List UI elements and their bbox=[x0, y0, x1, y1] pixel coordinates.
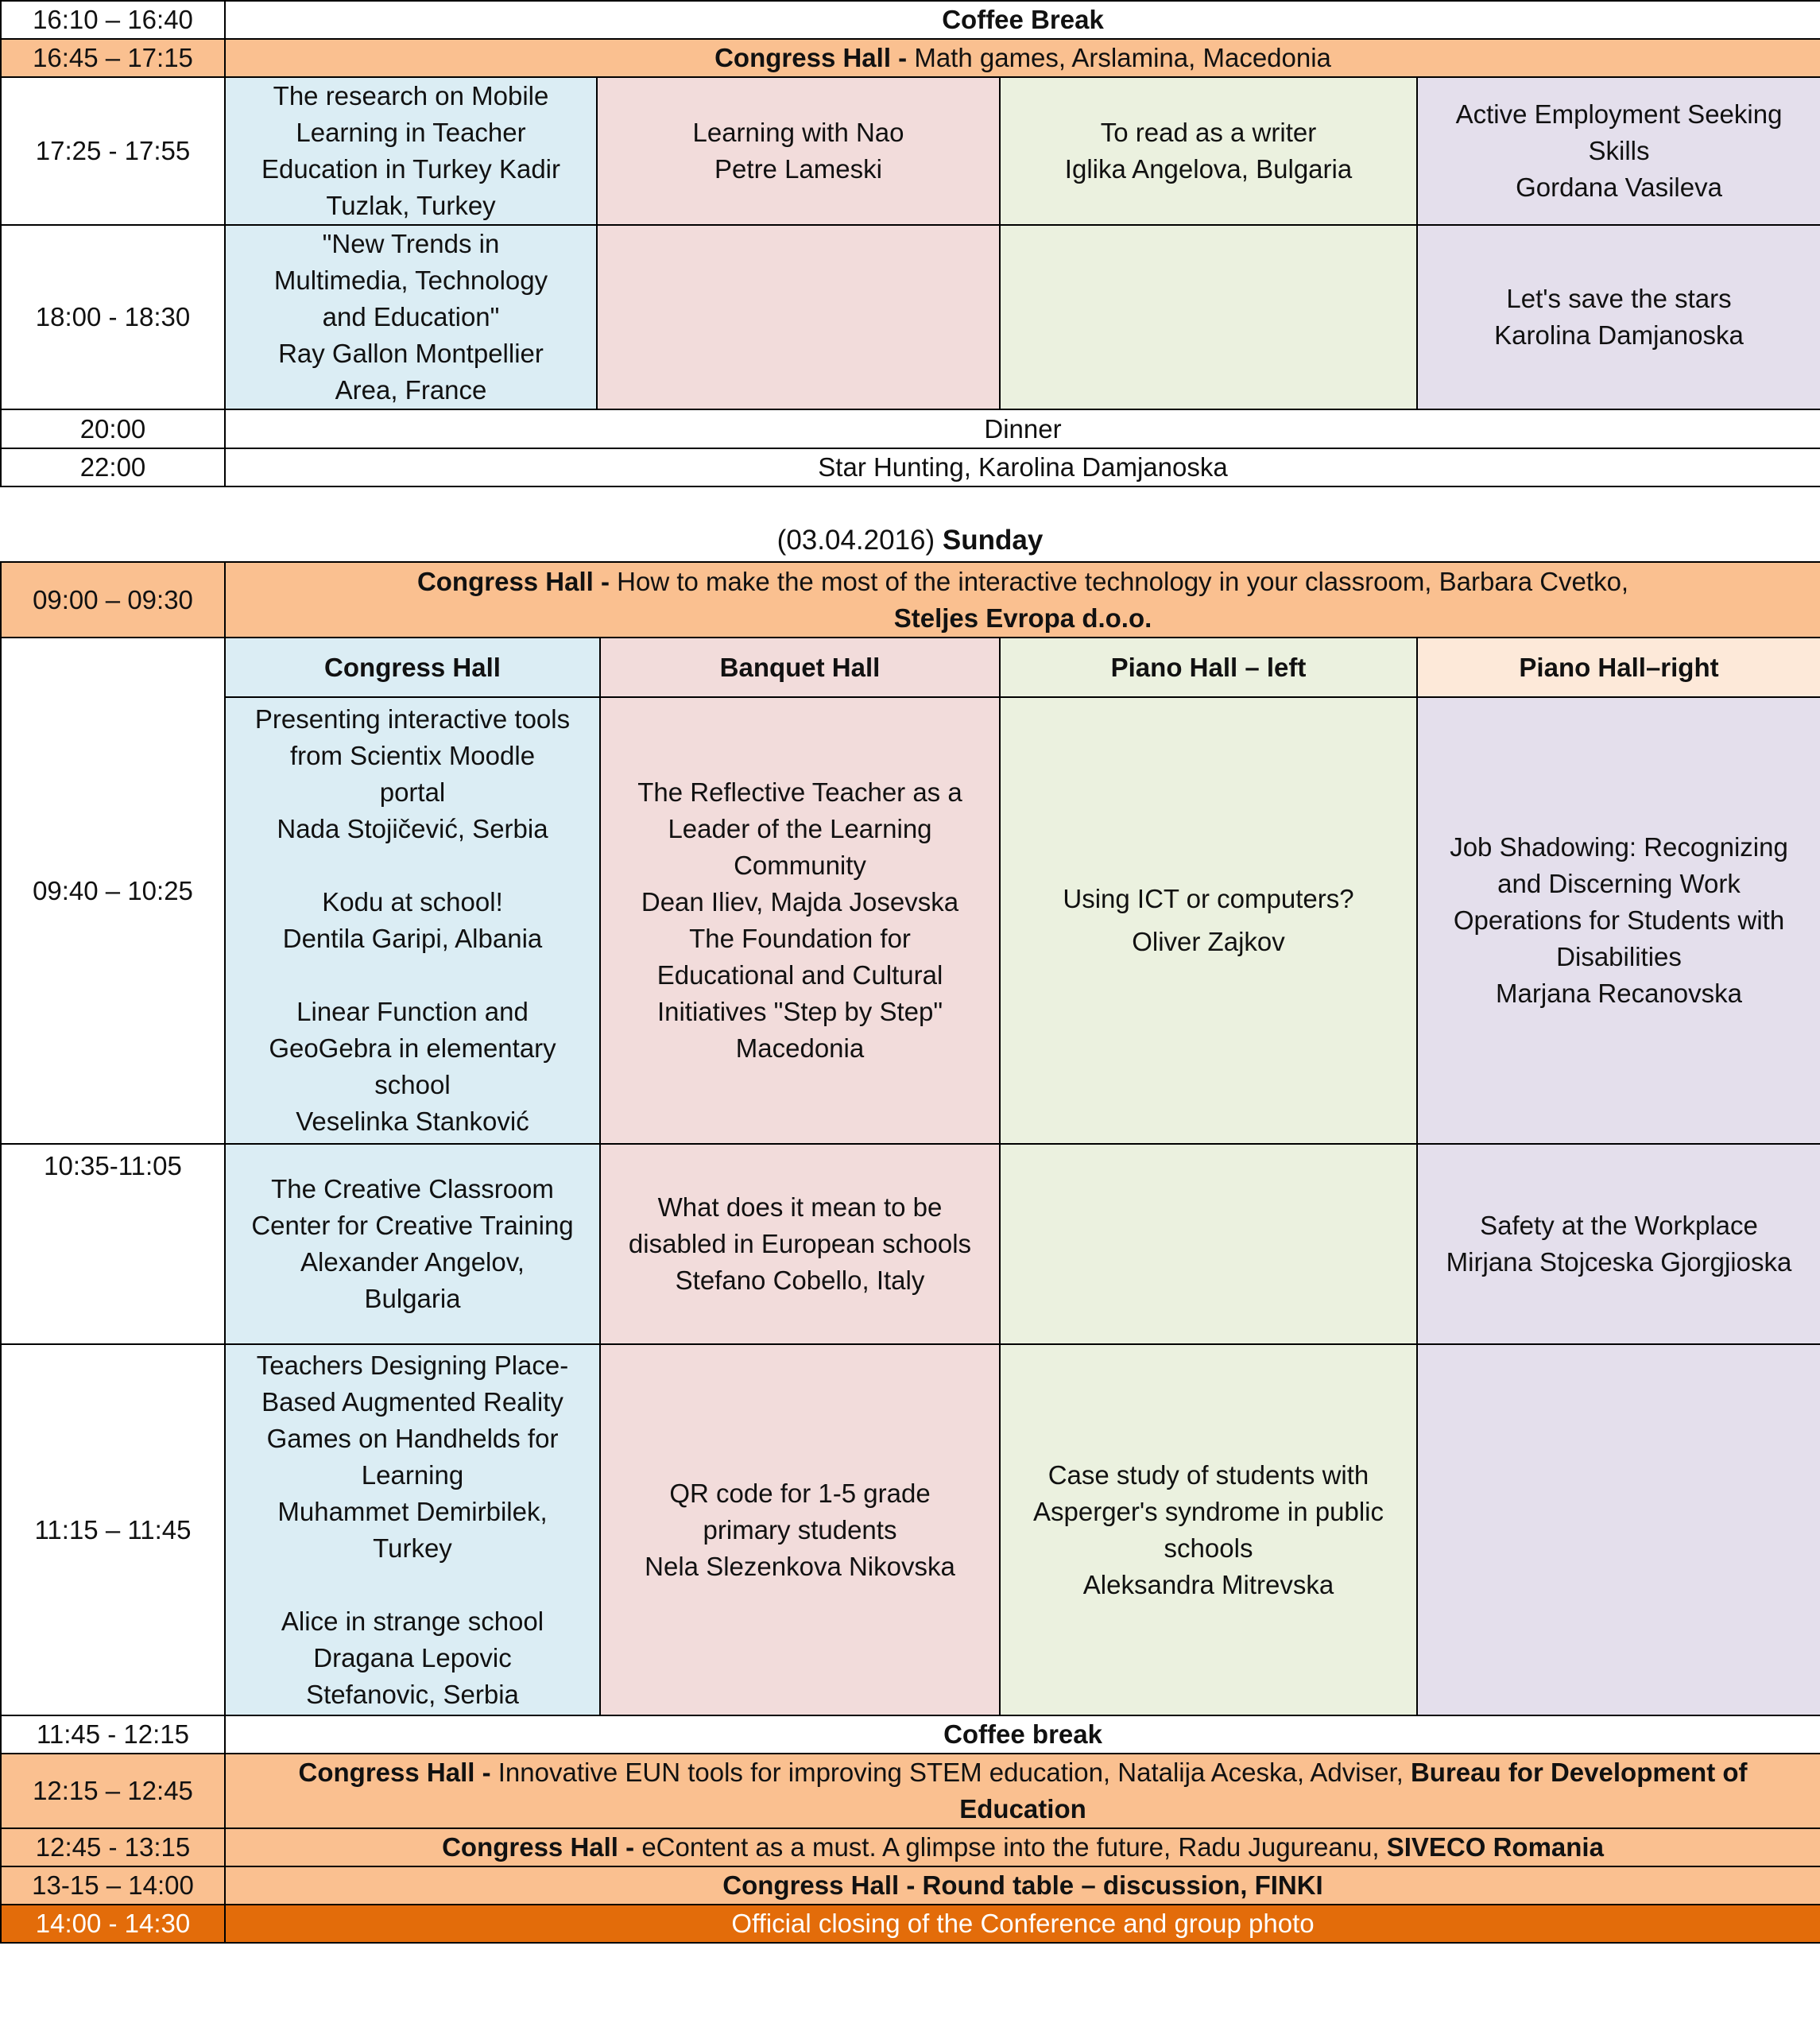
session-line: Oliver Zajkov bbox=[1132, 927, 1285, 956]
session-line: Learning with Nao bbox=[692, 118, 904, 147]
session-line: Bulgaria bbox=[364, 1284, 461, 1313]
session-line: Leader of the Learning bbox=[668, 814, 932, 843]
session-line bbox=[234, 564, 1812, 600]
time-cell: 14:00 - 14:30 bbox=[1, 1905, 225, 1943]
session-line: Karolina Damjanoska bbox=[1494, 320, 1744, 350]
piano-hall-left-session bbox=[1000, 697, 1417, 1144]
hall-name: Congress Hall - bbox=[714, 43, 915, 72]
time-cell: 20:00 bbox=[1, 409, 225, 448]
session-line: To read as a writer bbox=[1100, 118, 1317, 147]
hall-name: Congress Hall - bbox=[442, 1832, 642, 1862]
piano-hall-right-session bbox=[1417, 225, 1820, 409]
session-line: QR code for 1-5 grade bbox=[669, 1478, 931, 1508]
piano-hall-left-empty bbox=[1000, 225, 1417, 409]
time-cell: 11:45 - 12:15 bbox=[1, 1715, 225, 1754]
session-line: Education in Turkey Kadir bbox=[261, 154, 561, 184]
session-title: Coffee break bbox=[943, 1719, 1102, 1749]
hall-header-piano-left bbox=[1000, 638, 1417, 697]
schedule-row-round-table bbox=[1, 1866, 1820, 1905]
session-line: Case study of students with bbox=[1047, 1459, 1369, 1490]
schedule-row-parallel bbox=[1, 1144, 1820, 1344]
session-line: The Reflective Teacher as a bbox=[637, 777, 962, 807]
session-line: Based Augmented Reality bbox=[261, 1386, 563, 1417]
session-line: Initiatives "Step by Step" bbox=[656, 997, 943, 1026]
congress-hall-session bbox=[225, 77, 597, 225]
session-line: Presenting interactive tools bbox=[254, 704, 571, 734]
organisation-name: Education bbox=[959, 1794, 1086, 1824]
hall-name: Congress Hall - bbox=[298, 1758, 498, 1787]
session-line: Disabilities bbox=[1556, 942, 1682, 971]
session-line: Linear Function and bbox=[296, 997, 529, 1026]
session-line: Let's save the stars bbox=[1506, 284, 1732, 313]
spacer bbox=[234, 847, 591, 884]
banquet-hall-session bbox=[600, 1344, 1000, 1715]
piano-hall-right-session bbox=[1417, 77, 1820, 225]
session-cell: Official closing of the Conference and group photo bbox=[225, 1905, 1820, 1943]
schedule-row-parallel bbox=[1, 77, 1820, 225]
schedule-row-coffee bbox=[1, 1, 1820, 39]
schedule-row-dinner bbox=[1, 409, 1820, 448]
session-cell: Star Hunting, Karolina Damjanoska bbox=[225, 448, 1820, 486]
session-line: Safety at the Workplace bbox=[1480, 1211, 1758, 1240]
session-line: Aleksandra Mitrevska bbox=[1082, 1569, 1334, 1599]
session-line: Learning bbox=[361, 1459, 464, 1490]
session-line: Dentila Garipi, Albania bbox=[282, 924, 543, 953]
session-cell bbox=[225, 1828, 1820, 1866]
hall-header-piano-right bbox=[1417, 638, 1820, 697]
congress-hall-session bbox=[225, 1344, 600, 1715]
spacer bbox=[234, 1567, 591, 1603]
banquet-hall-session bbox=[600, 697, 1000, 1144]
session-line: Multimedia, Technology bbox=[273, 266, 548, 295]
congress-hall-session bbox=[225, 225, 597, 409]
session-line: Educational and Cultural bbox=[656, 960, 943, 990]
session-line: The Creative Classroom bbox=[271, 1174, 554, 1203]
session-line: and Education" bbox=[322, 302, 500, 331]
session-text: Math games, Arslamina, Macedonia bbox=[914, 43, 1331, 72]
session-text: How to make the most of the interactive technology in your classroom, Barbara Cvetko, bbox=[617, 566, 1629, 596]
schedule-row-parallel bbox=[1, 225, 1820, 409]
session-line: Dean Iliev, Majda Josevska bbox=[641, 887, 959, 917]
session-line: from Scientix Moodle bbox=[289, 741, 536, 770]
session-line: primary students bbox=[703, 1514, 897, 1545]
session-line: Learning in Teacher bbox=[296, 118, 526, 147]
session-cell bbox=[225, 1754, 1820, 1828]
session-line: Using ICT or computers? bbox=[1063, 884, 1354, 913]
session-line: Asperger's syndrome in public bbox=[1032, 1496, 1384, 1526]
session-cell bbox=[225, 1866, 1820, 1905]
piano-hall-right-session bbox=[1417, 1144, 1820, 1344]
piano-hall-right-empty bbox=[1417, 1344, 1820, 1715]
time-cell: 09:40 – 10:25 bbox=[1, 638, 225, 1144]
session-line: Nela Slezenkova Nikovska bbox=[645, 1551, 955, 1581]
schedule-row-star-hunting bbox=[1, 448, 1820, 486]
session-line: Area, France bbox=[335, 375, 487, 405]
time-cell: 09:00 – 09:30 bbox=[1, 562, 225, 638]
session-line: Ray Gallon Montpellier bbox=[278, 339, 544, 368]
organisation-name: SIVECO Romania bbox=[1386, 1832, 1604, 1862]
schedule-row-closing bbox=[1, 1905, 1820, 1943]
session-text: eContent as a must. A glimpse into the future, Radu Jugureanu, bbox=[641, 1832, 1387, 1862]
schedule-row-plenary bbox=[1, 1754, 1820, 1828]
hall-header-congress bbox=[225, 638, 600, 697]
time-cell: 16:45 – 17:15 bbox=[1, 39, 225, 77]
session-line: Veselinka Stanković bbox=[296, 1107, 529, 1136]
session-line: disabled in European schools bbox=[628, 1229, 972, 1258]
piano-hall-left-session bbox=[1000, 77, 1417, 225]
session-line: Marjana Recanovska bbox=[1496, 979, 1743, 1008]
banquet-hall-session bbox=[600, 1144, 1000, 1344]
session-line: portal bbox=[379, 777, 446, 807]
saturday-schedule-table bbox=[0, 0, 1820, 487]
day-heading bbox=[0, 521, 1820, 560]
time-cell: 12:45 - 13:15 bbox=[1, 1828, 225, 1866]
hall-name: Congress Hall - bbox=[416, 566, 618, 596]
session-line: Teachers Designing Place- bbox=[256, 1350, 569, 1380]
schedule-row-parallel bbox=[1, 1344, 1820, 1715]
session-line: Iglika Angelova, Bulgaria bbox=[1064, 154, 1353, 184]
schedule-row-coffee bbox=[1, 1715, 1820, 1754]
hall-header-label: Congress Hall bbox=[324, 652, 501, 682]
session-line: The Foundation for bbox=[689, 924, 911, 953]
schedule-row-plenary bbox=[1, 562, 1820, 638]
session-cell bbox=[225, 1, 1820, 39]
sunday-schedule-table bbox=[0, 561, 1820, 1944]
schedule-row-parallel bbox=[1, 697, 1820, 1144]
session-line: "New Trends in bbox=[322, 229, 500, 258]
spacer bbox=[234, 957, 591, 994]
session-line: What does it mean to be bbox=[657, 1192, 943, 1222]
session-line: and Discerning Work bbox=[1497, 869, 1741, 898]
hall-header-label: Piano Hall – left bbox=[1110, 652, 1307, 682]
schedule-row-plenary bbox=[1, 1828, 1820, 1866]
session-line: Turkey bbox=[373, 1533, 452, 1563]
session-line: Macedonia bbox=[735, 1033, 865, 1063]
session-line: The research on Mobile bbox=[273, 81, 549, 110]
session-line: Games on Handhelds for bbox=[266, 1423, 559, 1453]
banquet-hall-session bbox=[597, 77, 1000, 225]
session-line: Community bbox=[734, 851, 866, 880]
session-line: school bbox=[374, 1070, 451, 1099]
day-date: (03.04.2016) bbox=[776, 525, 943, 556]
time-cell: 18:00 - 18:30 bbox=[1, 225, 225, 409]
session-line: Dragana Lepovic bbox=[313, 1642, 512, 1672]
session-line: Tuzlak, Turkey bbox=[326, 191, 496, 220]
session-line: Alexander Angelov, bbox=[300, 1247, 525, 1277]
session-line: Stefano Cobello, Italy bbox=[675, 1265, 925, 1295]
session-cell bbox=[225, 39, 1820, 77]
session-line: Gordana Vasileva bbox=[1516, 172, 1722, 202]
session-line: Petre Lameski bbox=[714, 154, 882, 184]
schedule-row-plenary bbox=[1, 39, 1820, 77]
time-cell: 17:25 - 17:55 bbox=[1, 77, 225, 225]
organisation-name: Bureau for Development of bbox=[1410, 1758, 1748, 1787]
session-cell bbox=[225, 562, 1820, 638]
session-text: Innovative EUN tools for improving STEM education, Natalija Aceska, Adviser, bbox=[498, 1758, 1411, 1787]
session-line: Stefanovic, Serbia bbox=[306, 1679, 519, 1709]
banquet-hall-empty bbox=[597, 225, 1000, 409]
piano-hall-left-session bbox=[1000, 1344, 1417, 1715]
session-line: Job Shadowing: Recognizing bbox=[1450, 832, 1788, 862]
session-line: Alice in strange school bbox=[281, 1606, 544, 1636]
hall-header-label: Piano Hall–right bbox=[1519, 652, 1719, 682]
congress-hall-session bbox=[225, 1144, 600, 1344]
session-title: Congress Hall - Round table – discussion, FINKI bbox=[722, 1870, 1323, 1900]
session-line: schools bbox=[1164, 1533, 1253, 1563]
session-line: Center for Creative Training bbox=[251, 1211, 574, 1240]
time-cell: 13-15 – 14:00 bbox=[1, 1866, 225, 1905]
session-line: GeoGebra in elementary bbox=[269, 1033, 556, 1063]
session-line: Mirjana Stojceska Gjorgjioska bbox=[1446, 1247, 1792, 1277]
time-cell: 11:15 – 11:45 bbox=[1, 1344, 225, 1715]
day-name: Sunday bbox=[942, 525, 1044, 556]
piano-hall-right-session bbox=[1417, 697, 1820, 1144]
session-line: Nada Stojičević, Serbia bbox=[277, 814, 548, 843]
hall-header-banquet bbox=[600, 638, 1000, 697]
hall-header-label: Banquet Hall bbox=[719, 652, 881, 682]
session-line: Muhammet Demirbilek, bbox=[277, 1496, 548, 1526]
time-cell: 10:35-11:05 bbox=[1, 1144, 225, 1344]
time-cell: 16:10 – 16:40 bbox=[1, 1, 225, 39]
organisation-name: Steljes Evropa d.o.o. bbox=[893, 603, 1152, 633]
session-line bbox=[234, 1754, 1812, 1791]
congress-hall-session bbox=[225, 697, 600, 1144]
session-line: Active Employment Seeking bbox=[1455, 99, 1783, 129]
session-cell: Dinner bbox=[225, 409, 1820, 448]
halls-header-row bbox=[1, 638, 1820, 697]
session-line: Skills bbox=[1588, 136, 1650, 165]
session-title: Coffee Break bbox=[942, 5, 1104, 34]
session-line: Kodu at school! bbox=[322, 887, 503, 917]
session-line: Operations for Students with bbox=[1453, 905, 1785, 935]
time-cell: 22:00 bbox=[1, 448, 225, 486]
session-cell bbox=[225, 1715, 1820, 1754]
time-cell: 12:15 – 12:45 bbox=[1, 1754, 225, 1828]
piano-hall-left-empty bbox=[1000, 1144, 1417, 1344]
